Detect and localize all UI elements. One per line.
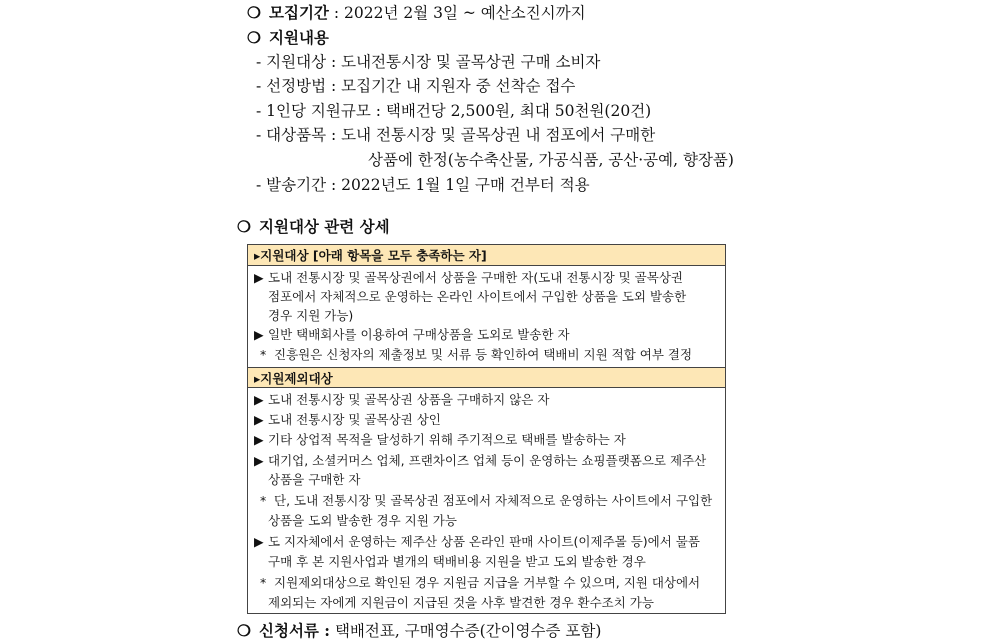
circle-bullet-icon: ❍ xyxy=(237,217,251,236)
selection-method-item: - 선정방법 : 모집기간 내 지원자 중 선착순 접수 xyxy=(256,77,576,95)
triangle-right-icon: ▶ xyxy=(254,412,264,427)
support-target-item: - 지원대상 : 도내전통시장 및 골목상권 구매 소비자 xyxy=(256,53,601,71)
eligible-row: 점포에서 자체적으로 운영하는 온라인 사이트에서 구입한 상품을 도외 발송한 xyxy=(268,289,687,304)
shipping-period-item: - 발송기간 : 2022년도 1월 1일 구매 건부터 적용 xyxy=(256,176,590,194)
excluded-row: 상품을 도외 발송한 경우 지원 가능 xyxy=(268,513,457,528)
target-goods-item: - 대상품목 : 도내 전통시장 및 골목상권 내 점포에서 구매한 xyxy=(256,126,656,144)
eligible-row: 경우 지원 가능) xyxy=(268,308,354,323)
excluded-note-row: * 지원제외대상으로 확인된 경우 지원금 지급을 거부할 수 있으며, 지원 대상에서 xyxy=(260,575,701,590)
triangle-right-icon: ▶ xyxy=(254,453,264,468)
circle-bullet-icon: ❍ xyxy=(247,28,261,47)
asterisk-note-marker: * xyxy=(260,493,267,508)
eligible-row: ▶ 일반 택배회사를 이용하여 구매상품을 도외로 발송한 자 xyxy=(254,327,570,342)
excluded-row: 구매 후 본 지원사업과 별개의 택배비용 지원을 받고 도외 발송한 경우 xyxy=(268,554,646,569)
application-docs-line xyxy=(237,621,601,641)
eligible-header: ▸지원대상 [아래 항목을 모두 충족하는 자] xyxy=(248,245,725,266)
triangle-right-icon: ▶ xyxy=(254,392,264,407)
application-docs-value: 택배전표, 구매영수증(간이영수증 포함) xyxy=(334,622,602,640)
excluded-row: ▶ 도내 전통시장 및 골목상권 상품을 구매하지 않은 자 xyxy=(254,392,550,407)
eligible-row: ▶ 도내 전통시장 및 골목상권에서 상품을 구매한 자(도내 전통시장 및 골목상권 xyxy=(254,270,683,285)
target-goods-item-cont: 상품에 한정(농수축산물, 가공식품, 공산·공예, 향장품) xyxy=(368,151,734,169)
asterisk-note-marker: * xyxy=(260,575,267,590)
detail-section-title: 지원대상 관련 상세 xyxy=(259,217,390,236)
excluded-note-row: * 단, 도내 전통시장 및 골목상권 점포에서 자체적으로 운영하는 사이트에서 구입한 xyxy=(260,493,713,508)
triangle-right-icon: ▶ xyxy=(254,327,264,342)
circle-bullet-icon: ❍ xyxy=(237,621,251,640)
detail-section-heading xyxy=(237,217,390,237)
excluded-header: ▸지원제외대상 xyxy=(248,367,725,388)
excluded-row: 제외되는 자에게 지원금이 지급된 것을 사후 발견한 경우 환수조치 가능 xyxy=(268,595,654,610)
recruit-period-line xyxy=(247,3,586,23)
triangle-right-icon: ▶ xyxy=(254,534,264,549)
excluded-row: 상품을 구매한 자 xyxy=(268,472,361,487)
support-detail-table xyxy=(247,244,726,614)
excluded-row: ▶ 대기업, 소셜커머스 업체, 프랜차이즈 업체 등이 운영하는 쇼핑플랫폼으로 제주산 xyxy=(254,453,707,468)
asterisk-note-marker: * xyxy=(260,347,267,362)
support-content-heading xyxy=(247,28,329,48)
application-docs-label: 신청서류 : xyxy=(259,621,331,640)
excluded-row: ▶ 기타 상업적 목적을 달성하기 위해 주기적으로 택배를 발송하는 자 xyxy=(254,432,626,447)
triangle-right-icon: ▶ xyxy=(254,432,264,447)
excluded-row: ▶ 도 지자체에서 운영하는 제주산 상품 온라인 판매 사이트(이제주몰 등)에서 물품 xyxy=(254,534,700,549)
excluded-row: ▶ 도내 전통시장 및 골목상권 상인 xyxy=(254,412,441,427)
triangle-right-icon: ▶ xyxy=(254,270,264,285)
eligible-note-row: * 진흥원은 신청자의 제출정보 및 서류 등 확인하여 택배비 지원 적합 여부 결정 xyxy=(260,347,693,362)
recruit-period-value: : 2022년 2월 3일 ~ 예산소진시까지 xyxy=(333,4,586,22)
recruit-period-label: 모집기간 xyxy=(269,3,329,22)
support-scale-item: - 1인당 지원규모 : 택배건당 2,500원, 최대 50천원(20건) xyxy=(256,102,652,120)
circle-bullet-icon: ❍ xyxy=(247,3,261,22)
support-content-label: 지원내용 xyxy=(269,28,329,47)
